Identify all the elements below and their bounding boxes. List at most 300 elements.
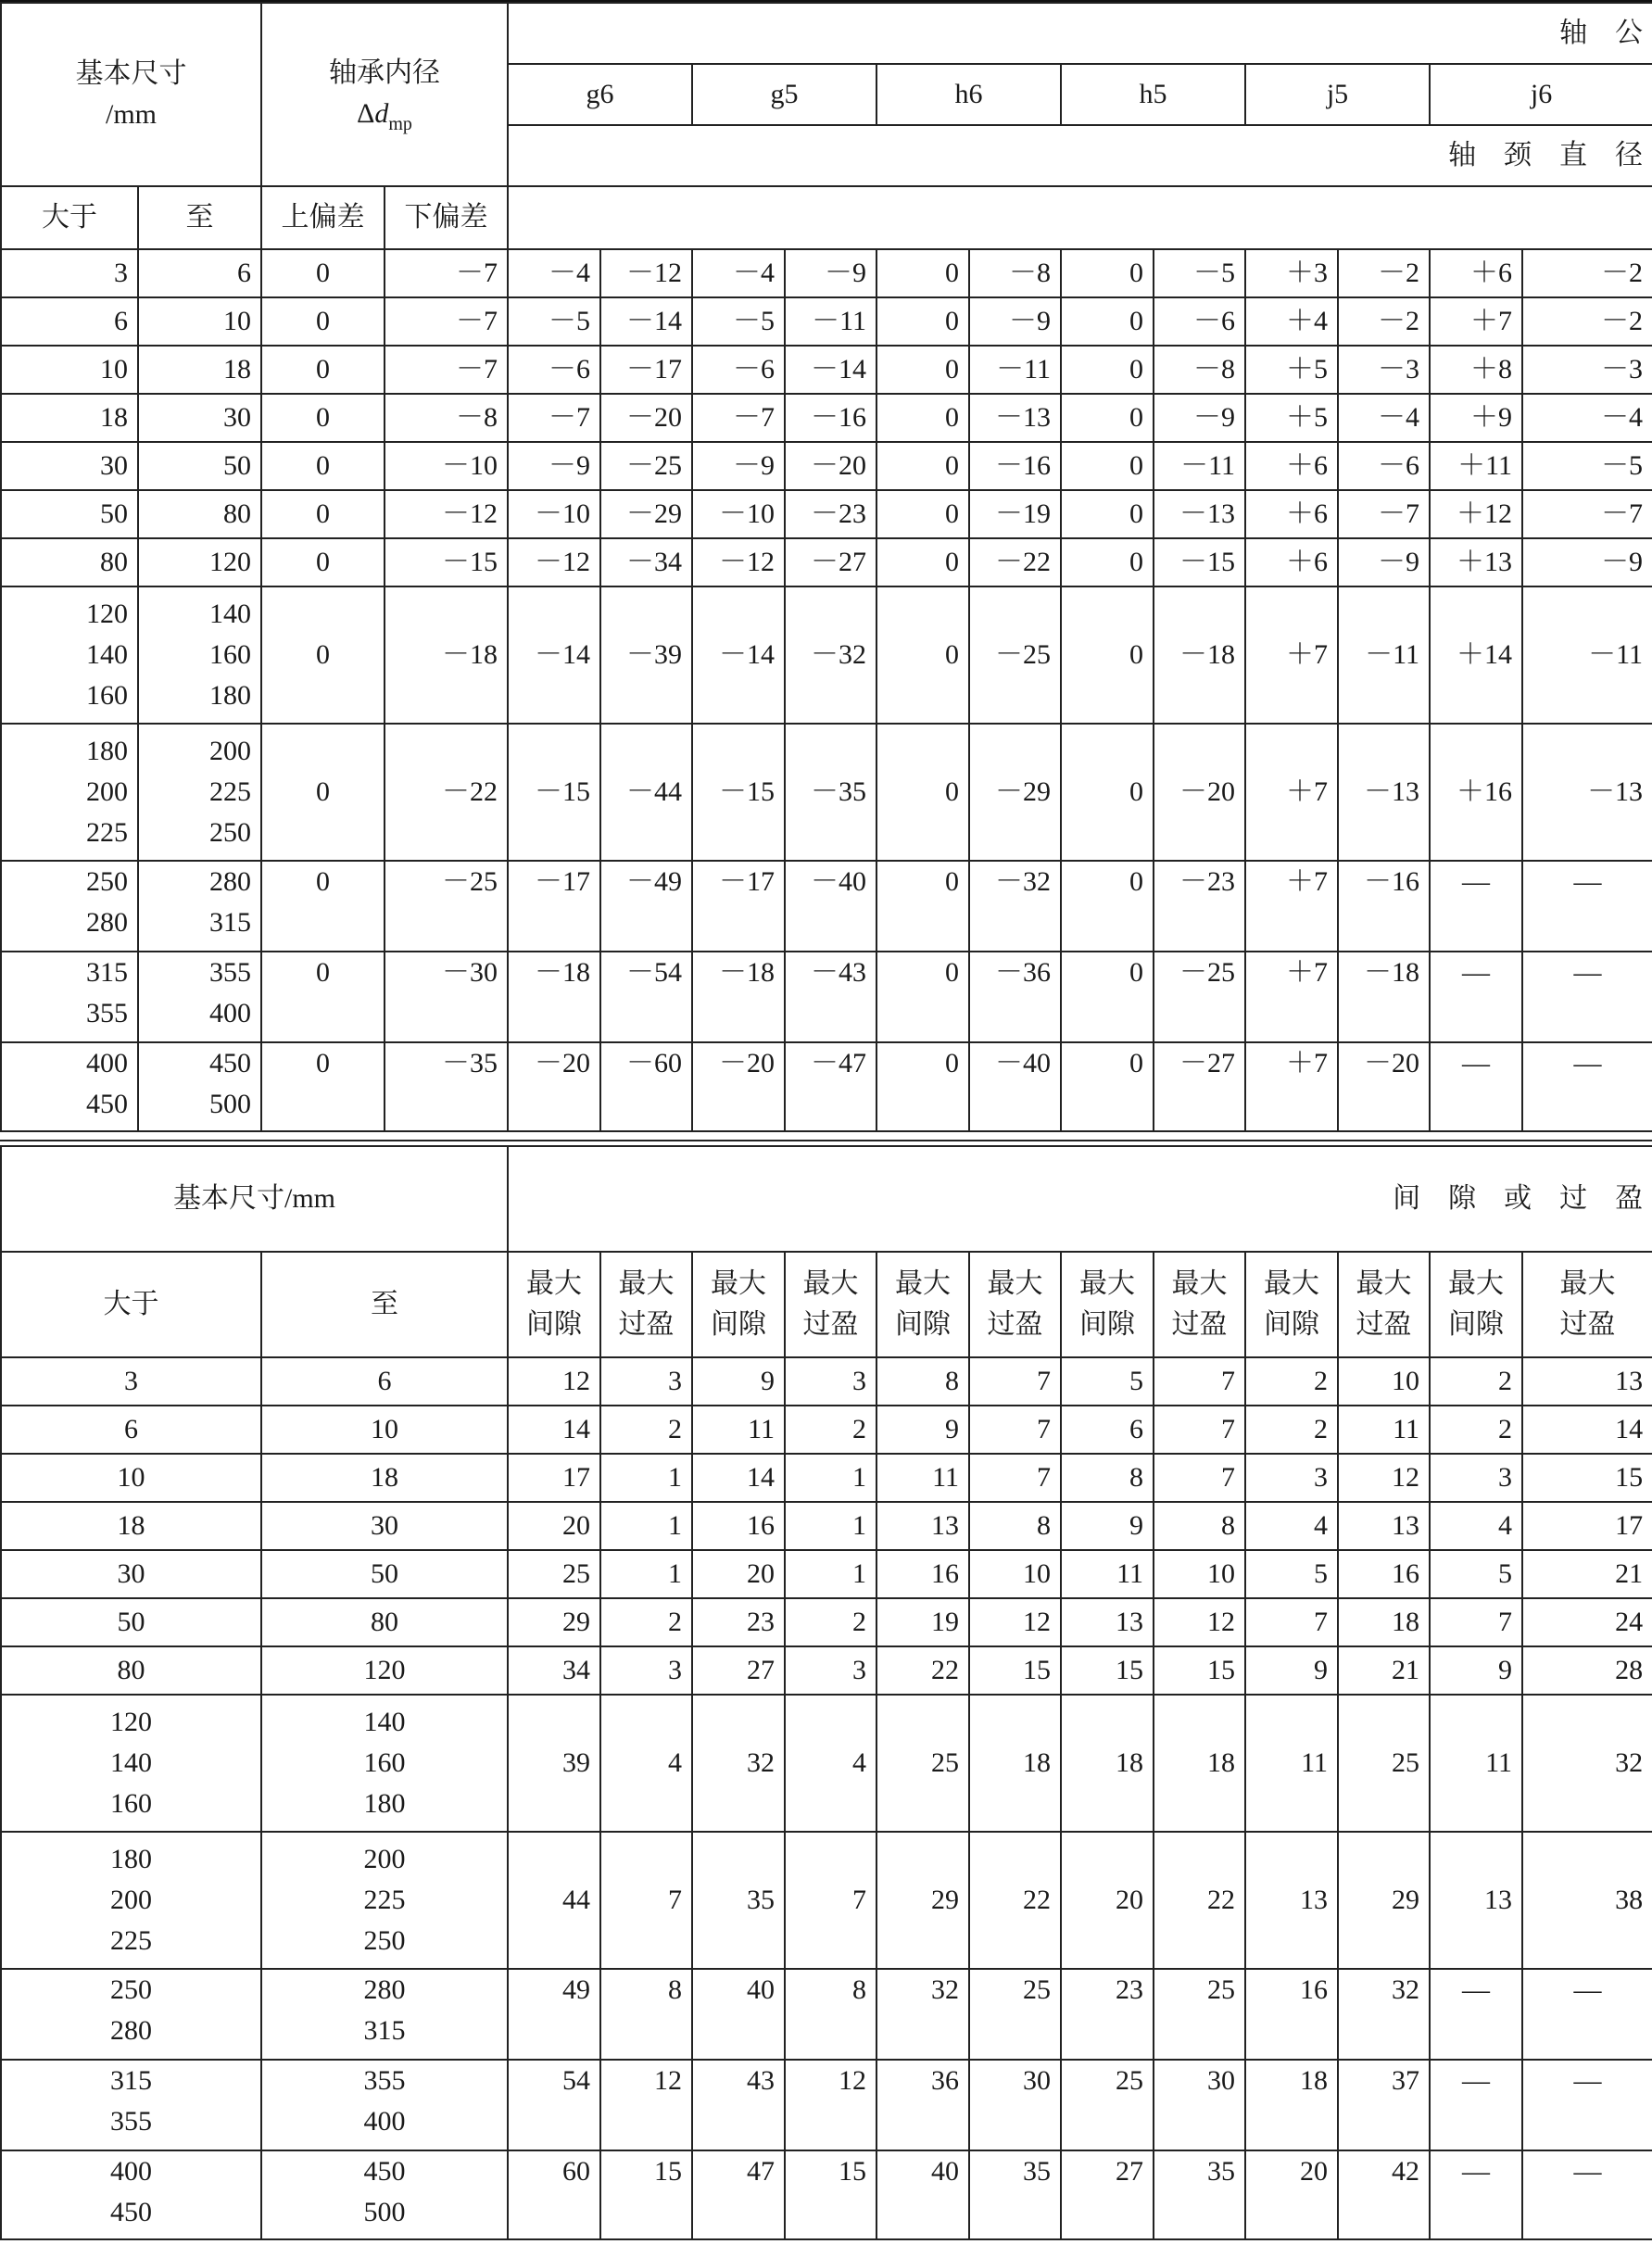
shaft-deviation-cell: －43 [785,952,876,1042]
max-clearance-cell: 19 [876,1598,969,1646]
lower-over-size-cell [1,1832,261,1969]
shaft-deviation-cell: －18 [508,952,600,1042]
lower-over-size-cell [1,1502,261,1550]
max-header-row [1,1252,1652,1357]
bearing-bore-header [261,3,508,186]
shaft-deviation-cell: ＋4 [1245,297,1338,346]
bearing-deviation-cell: 0 [261,249,385,297]
shaft-deviation-cell: ＋6 [1245,538,1338,586]
size-value: 225 [110,1925,152,1956]
bearing-deviation-cell: 0 [261,442,385,490]
bearing-deviation-cell: －12 [385,490,508,538]
shaft-deviation-cell: 0 [1061,724,1154,861]
size-value: 160 [110,1788,152,1819]
shaft-deviation-cell: ＋6 [1245,442,1338,490]
max-interference-cell: 13 [1522,1357,1652,1406]
tolerance-class-h6: h6 [876,64,1061,125]
max-clearance-cell: 6 [1061,1406,1154,1454]
lower-over-size-cell [1,1598,261,1646]
shaft-deviation-cell: －47 [785,1042,876,1131]
shaft-deviation-cell: －20 [1154,724,1245,861]
lower-to-size-cell [261,1969,508,2060]
shaft-deviation-cell: — [1522,952,1652,1042]
shaft-deviation-cell: — [1522,1042,1652,1131]
bearing-deviation-cell: －7 [385,249,508,297]
shaft-deviation-cell: －5 [508,297,600,346]
max-interference-cell: 4 [785,1695,876,1832]
max-clearance-cell: 7 [1245,1598,1338,1646]
journal-diameter-header: 轴 颈 直 径 [508,125,1652,186]
max-clearance-cell: 2 [1430,1406,1522,1454]
max-clearance-cell: 29 [876,1832,969,1969]
max-clearance-cell: 8 [876,1357,969,1406]
max-interference-cell: 2 [600,1598,692,1646]
lower-over-size-cell [1,2150,261,2239]
max-clearance-cell: 47 [692,2150,785,2239]
max-interference-cell: 32 [1522,1695,1652,1832]
shaft-deviation-cell: －12 [600,249,692,297]
size-value: 10 [100,354,128,385]
max-interference-cell: 7 [785,1832,876,1969]
size-value: 180 [86,736,128,766]
shaft-deviation-cell: －17 [692,861,785,952]
max-clearance-header [692,1252,785,1357]
max-clearance-cell: 20 [1245,2150,1338,2239]
shaft-deviation-cell: －4 [692,249,785,297]
clearance-row [1,1454,1652,1502]
max-interference-cell: 10 [1338,1357,1430,1406]
shaft-deviation-cell: －11 [785,297,876,346]
shaft-deviation-cell: －18 [692,952,785,1042]
max-interference-cell: 15 [969,1646,1061,1695]
bearing-bore-symbol: $\Delta d_{mp}$ [357,97,412,134]
shaft-deviation-cell: ＋9 [1430,394,1522,442]
shaft-deviation-cell: －2 [1338,297,1430,346]
size-value: 10 [223,306,251,336]
shaft-deviation-cell: －29 [600,490,692,538]
tolerance-row [1,442,1652,490]
lower-to-size-cell [261,1646,508,1695]
size-value: 80 [223,498,251,529]
max-clearance-cell: 11 [692,1406,785,1454]
over-size-cell [1,442,138,490]
shaft-deviation-cell: －2 [1522,249,1652,297]
shaft-deviation-cell: 0 [876,586,969,724]
max-clearance-cell: 9 [1061,1502,1154,1550]
max-clearance-cell: 23 [692,1598,785,1646]
max-interference-cell: 18 [1338,1598,1430,1646]
max-interference-cell: 12 [600,2060,692,2150]
header-line-2: 过盈 [987,1309,1043,1340]
shaft-deviation-cell: — [1430,952,1522,1042]
bearing-deviation-cell: －7 [385,346,508,394]
tolerance-row [1,861,1652,952]
size-value: 225 [363,1885,406,1915]
shaft-deviation-cell: －18 [1154,586,1245,724]
shaft-deviation-cell: －13 [1154,490,1245,538]
size-value: 180 [110,1844,152,1874]
shaft-deviation-cell: －11 [1522,586,1652,724]
shaft-deviation-cell: －5 [1154,249,1245,297]
clearance-row [1,1406,1652,1454]
size-value: 280 [209,866,251,897]
header-line-2: 间隙 [895,1309,952,1340]
shaft-deviation-cell: －10 [508,490,600,538]
clearance-row [1,1502,1652,1550]
lower-over-size-cell [1,1550,261,1598]
max-clearance-cell: — [1430,2150,1522,2239]
shaft-deviation-cell: －9 [969,297,1061,346]
shaft-deviation-cell: ＋7 [1245,861,1338,952]
size-value: 250 [363,1925,406,1956]
bearing-deviation-cell: 0 [261,724,385,861]
lower-over-size-cell [1,1406,261,1454]
max-interference-cell: 1 [785,1550,876,1598]
to-size-cell [138,861,261,952]
size-value: 225 [209,776,251,807]
upper-deviation-header: 上偏差 [261,186,385,249]
shaft-deviation-cell: －49 [600,861,692,952]
size-value: 180 [209,680,251,711]
size-value: 18 [223,354,251,385]
to-size-cell [138,952,261,1042]
shaft-deviation-cell: －15 [1154,538,1245,586]
lower-over-size-cell [1,1454,261,1502]
shaft-deviation-cell: －18 [1338,952,1430,1042]
max-interference-cell: 18 [969,1695,1061,1832]
max-interference-cell: 3 [785,1646,876,1695]
max-interference-cell: — [1522,1969,1652,2060]
tolerance-class-j5: j5 [1245,64,1430,125]
size-value: 160 [86,680,128,711]
shaft-deviation-cell: －10 [692,490,785,538]
tolerance-row [1,297,1652,346]
lower-to-size-cell [261,1357,508,1406]
size-value: 140 [209,599,251,629]
max-interference-cell: 35 [969,2150,1061,2239]
shaft-deviation-cell: －6 [1338,442,1430,490]
shaft-deviation-cell: — [1430,861,1522,952]
max-interference-cell: 22 [969,1832,1061,1969]
size-value: 355 [209,957,251,988]
max-interference-cell: 15 [785,2150,876,2239]
size-value: 6 [237,258,251,288]
size-value: 30 [100,450,128,481]
header-line-1: 最大 [1171,1268,1228,1299]
max-interference-cell: 10 [1154,1550,1245,1598]
over-size-cell [1,346,138,394]
clearance-row [1,1969,1652,2060]
size-value: 50 [117,1607,145,1637]
shaft-deviation-cell: 0 [876,442,969,490]
lower-to-size-cell [261,1598,508,1646]
max-clearance-cell: 9 [692,1357,785,1406]
shaft-deviation-cell: －11 [1154,442,1245,490]
max-interference-cell: 11 [1338,1406,1430,1454]
size-value: 80 [117,1655,145,1685]
header-line-1: 最大 [1264,1268,1320,1299]
lower-deviation-header: 下偏差 [385,186,508,249]
max-clearance-cell: 20 [508,1502,600,1550]
basic-size-header [1,3,261,186]
max-interference-cell: 35 [1154,2150,1245,2239]
lower-over-size-cell [1,2060,261,2150]
over-size-cell [1,861,138,952]
max-interference-cell: 29 [1338,1832,1430,1969]
tolerance-row [1,249,1652,297]
shaft-deviation-cell: 0 [1061,586,1154,724]
shaft-deviation-cell: －2 [1522,297,1652,346]
max-clearance-cell: 13 [876,1502,969,1550]
size-value: 3 [124,1366,138,1396]
shaft-deviation-cell: －34 [600,538,692,586]
shaft-deviation-cell: －13 [1338,724,1430,861]
max-clearance-cell: 13 [1245,1832,1338,1969]
shaft-deviation-cell: －15 [508,724,600,861]
shaft-deviation-cell: －9 [508,442,600,490]
table-divider [0,1140,1652,1141]
tolerance-class-h5: h5 [1061,64,1245,125]
size-value: 315 [110,2065,152,2096]
shaft-deviation-cell: ＋7 [1430,297,1522,346]
size-value: 160 [363,1747,406,1778]
lower-to-size-cell [261,2060,508,2150]
shaft-deviation-cell: 0 [876,297,969,346]
shaft-deviation-cell: －17 [508,861,600,952]
size-value: 18 [371,1462,398,1493]
shaft-deviation-cell: －32 [785,586,876,724]
max-interference-cell: 16 [1338,1550,1430,1598]
shaft-deviation-cell: －60 [600,1042,692,1131]
to-size-cell [138,297,261,346]
tolerance-row [1,952,1652,1042]
shaft-deviation-cell: 0 [876,394,969,442]
max-interference-header [1522,1252,1652,1357]
size-value: 3 [114,258,128,288]
size-value: 250 [110,1974,152,2005]
shaft-deviation-cell: ＋6 [1430,249,1522,297]
size-value: 6 [124,1414,138,1444]
size-value: 280 [86,907,128,938]
shaft-deviation-cell: 0 [1061,490,1154,538]
size-value: 120 [209,547,251,577]
shaft-deviation-cell: －11 [969,346,1061,394]
lower-to-header: 至 [261,1252,508,1357]
size-value: 140 [110,1747,152,1778]
header-line-1: 最大 [987,1268,1043,1299]
max-clearance-cell: 14 [508,1406,600,1454]
shaft-deviation-cell: －54 [600,952,692,1042]
clearance-row [1,1357,1652,1406]
header-line-1: 最大 [1559,1268,1616,1299]
max-clearance-cell: 7 [1430,1598,1522,1646]
size-value: 355 [86,998,128,1028]
shaft-deviation-cell: －16 [785,394,876,442]
max-interference-cell: 3 [785,1357,876,1406]
size-value: 18 [117,1510,145,1541]
max-clearance-cell: — [1430,2060,1522,2150]
header-line-2: 间隙 [711,1309,767,1340]
shaft-deviation-cell: －22 [969,538,1061,586]
max-interference-cell: 42 [1338,2150,1430,2239]
shaft-deviation-cell: ＋6 [1245,490,1338,538]
shaft-deviation-cell: －12 [692,538,785,586]
max-interference-cell: 30 [1154,2060,1245,2150]
shaft-deviation-cell: －25 [600,442,692,490]
tolerance-row [1,724,1652,861]
max-interference-cell: 25 [1338,1695,1430,1832]
tolerance-row [1,394,1652,442]
max-clearance-cell: 11 [1061,1550,1154,1598]
max-clearance-cell: 36 [876,2060,969,2150]
max-clearance-cell: 27 [692,1646,785,1695]
over-size-cell [1,394,138,442]
bearing-deviation-cell: 0 [261,952,385,1042]
max-interference-cell: 37 [1338,2060,1430,2150]
to-size-cell [138,394,261,442]
shaft-deviation-cell: －8 [1154,346,1245,394]
header-line-1: 最大 [802,1268,859,1299]
max-interference-cell: 1 [785,1502,876,1550]
size-value: 6 [114,306,128,336]
max-clearance-cell: 22 [876,1646,969,1695]
tolerance-row [1,538,1652,586]
over-size-cell [1,538,138,586]
shaft-deviation-cell: ＋7 [1245,724,1338,861]
shaft-deviation-cell: ＋12 [1430,490,1522,538]
max-clearance-cell: 12 [508,1357,600,1406]
max-clearance-cell: 40 [876,2150,969,2239]
max-clearance-cell: 13 [1430,1832,1522,1969]
shaft-deviation-cell: －2 [1338,249,1430,297]
shaft-deviation-cell: －9 [1338,538,1430,586]
max-interference-header [969,1252,1061,1357]
over-size-cell [1,249,138,297]
size-value: 250 [86,866,128,897]
max-interference-cell: 15 [600,2150,692,2239]
to-size-cell [138,442,261,490]
lower-to-size-cell [261,1550,508,1598]
bearing-deviation-cell: 0 [261,586,385,724]
lower-over-header: 大于 [1,1252,261,1357]
header-line-2: 间隙 [1264,1309,1320,1340]
shaft-deviation-cell: 0 [1061,249,1154,297]
max-clearance-cell: 3 [1245,1454,1338,1502]
max-interference-cell: 21 [1522,1550,1652,1598]
shaft-deviation-cell: －5 [692,297,785,346]
size-value: 18 [100,402,128,433]
shaft-deviation-cell: －7 [692,394,785,442]
shaft-deviation-cell: －23 [785,490,876,538]
max-clearance-cell: 32 [692,1695,785,1832]
max-interference-cell: 10 [969,1550,1061,1598]
max-clearance-cell: 20 [692,1550,785,1598]
tolerance-row [1,490,1652,538]
over-size-cell [1,490,138,538]
shaft-deviation-cell: －25 [1154,952,1245,1042]
shaft-deviation-cell: －9 [1522,538,1652,586]
max-interference-cell: 14 [1522,1406,1652,1454]
shaft-deviation-cell: 0 [1061,1042,1154,1131]
shaft-deviation-cell: 0 [1061,394,1154,442]
shaft-deviation-cell: — [1522,861,1652,952]
shaft-deviation-cell: －13 [969,394,1061,442]
shaft-deviation-cell: －4 [508,249,600,297]
shaft-deviation-cell: 0 [876,346,969,394]
header-line-2: 间隙 [526,1309,583,1340]
max-clearance-cell: 35 [692,1832,785,1969]
max-clearance-cell: 43 [692,2060,785,2150]
clearance-row [1,1550,1652,1598]
shaft-deviation-cell: －27 [1154,1042,1245,1131]
size-value: 225 [86,817,128,848]
max-interference-header [1338,1252,1430,1357]
max-interference-cell: 3 [600,1357,692,1406]
size-value: 160 [209,639,251,670]
max-clearance-cell: 3 [1430,1454,1522,1502]
max-clearance-cell: 9 [1245,1646,1338,1695]
max-clearance-cell: 4 [1245,1502,1338,1550]
shaft-deviation-cell: －36 [969,952,1061,1042]
max-clearance-cell: 34 [508,1646,600,1695]
shaft-tolerance-table [0,2,1652,1132]
bearing-deviation-cell: －22 [385,724,508,861]
max-clearance-cell: 60 [508,2150,600,2239]
shaft-deviation-cell: －25 [969,586,1061,724]
max-interference-cell: 7 [969,1406,1061,1454]
shaft-deviation-cell: 0 [876,538,969,586]
lower-over-size-cell [1,1357,261,1406]
max-clearance-header [1061,1252,1154,1357]
size-value: 355 [110,2106,152,2137]
max-interference-cell: — [1522,2150,1652,2239]
max-interference-cell: 13 [1338,1502,1430,1550]
shaft-deviation-cell: 0 [876,249,969,297]
header-line-2: 间隙 [1448,1309,1505,1340]
basic-size-label: 基本尺寸 [75,58,187,89]
bearing-deviation-cell: －15 [385,538,508,586]
max-clearance-cell: 2 [1430,1357,1522,1406]
to-size-cell [138,586,261,724]
shaft-deviation-cell: －3 [1338,346,1430,394]
bearing-deviation-cell: －10 [385,442,508,490]
shaft-deviation-cell: －20 [600,394,692,442]
to-size-cell [138,1042,261,1131]
header-line-1: 最大 [1356,1268,1412,1299]
lower-basic-size-header: 基本尺寸/mm [1,1146,508,1252]
size-value: 280 [363,1974,406,2005]
shaft-deviation-cell: 0 [1061,538,1154,586]
shaft-deviation-cell: －15 [692,724,785,861]
size-value: 400 [209,998,251,1028]
max-interference-cell: 7 [1154,1406,1245,1454]
bearing-deviation-cell: 0 [261,1042,385,1131]
clearance-row [1,2150,1652,2239]
max-interference-cell: 1 [785,1454,876,1502]
clearance-interference-header: 间 隙 或 过 盈 [508,1146,1652,1252]
shaft-deviation-cell: ＋3 [1245,249,1338,297]
size-value: 450 [209,1048,251,1078]
max-interference-cell: 24 [1522,1598,1652,1646]
max-interference-cell: — [1522,2060,1652,2150]
max-clearance-cell: 25 [876,1695,969,1832]
shaft-deviation-cell: 0 [1061,861,1154,952]
max-clearance-cell: 49 [508,1969,600,2060]
shaft-deviation-cell: －17 [600,346,692,394]
basic-size-unit: /mm [105,99,157,130]
bearing-deviation-cell: 0 [261,297,385,346]
shaft-deviation-cell: －8 [969,249,1061,297]
